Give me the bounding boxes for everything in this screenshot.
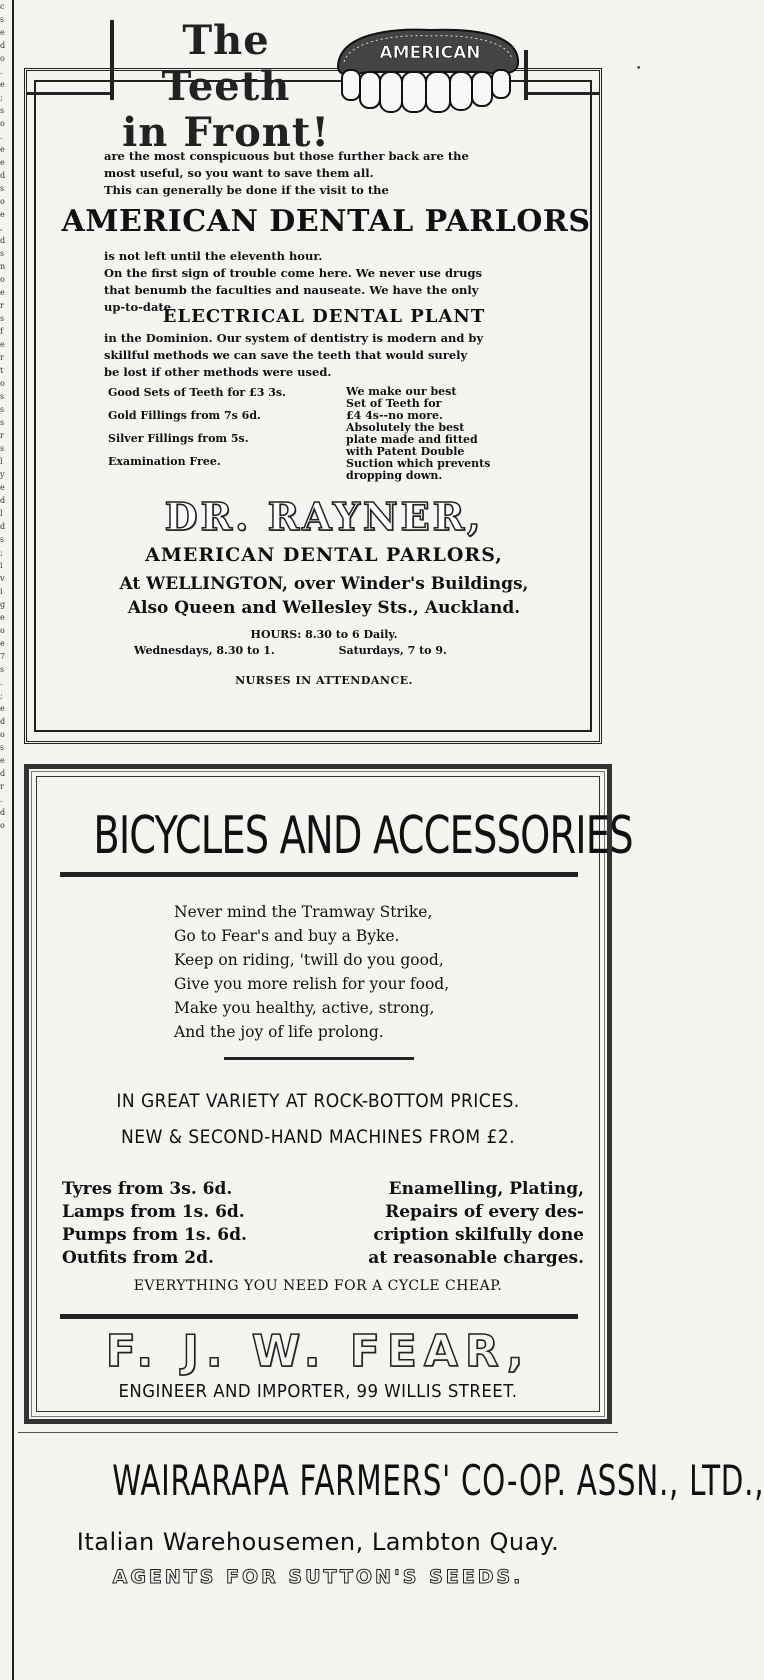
- price-item: Outfits from 2d.: [62, 1248, 214, 1268]
- service-line: at reasonable charges.: [368, 1248, 584, 1268]
- service-item: Gold Fillings from 7s 6d.: [108, 409, 261, 422]
- poem-line: And the joy of life prolong.: [174, 1023, 384, 1041]
- section-divider: [18, 1432, 618, 1433]
- para3-line: skillful methods we can save the teeth that would surely: [104, 348, 468, 362]
- poem-line: Go to Fear's and buy a Byke.: [174, 927, 400, 945]
- para2-line: that benumb the faculties and nauseate. We have the only: [104, 283, 479, 297]
- denture-label: AMERICAN: [379, 43, 481, 63]
- price-item: Pumps from 1s. 6d.: [62, 1225, 247, 1245]
- dental-headline: [116, 18, 336, 156]
- bicycle-advertisement: [24, 764, 633, 1424]
- headline-bracket-left: [110, 20, 114, 100]
- parlors-heading: AMERICAN DENTAL PARLORS: [61, 204, 591, 239]
- address-wellington: At WELLINGTON, over Winder's Buildings,: [119, 574, 529, 594]
- poem-line: Make you healthy, active, strong,: [174, 999, 435, 1017]
- parlors-subheading: AMERICAN DENTAL PARLORS,: [145, 544, 503, 566]
- headline-line-1: The Teeth: [161, 17, 291, 110]
- dental-advertisement: [24, 8, 606, 746]
- service-right-line: Suction which prevents: [346, 457, 491, 470]
- para3-line: in the Dominion. Our system of dentistry is modern and by: [104, 331, 484, 345]
- service-right-line: dropping down.: [346, 469, 443, 482]
- service-right-line: Absolutely the best: [346, 421, 465, 434]
- poem-line: Give you more relish for your food,: [174, 975, 450, 993]
- margin-dot: •: [636, 64, 642, 74]
- bicycle-title: BICYCLES AND ACCESSORIES: [93, 806, 633, 866]
- doctor-name: DR. RAYNER,: [164, 494, 484, 539]
- bicycle-rule-bottom: [60, 1314, 578, 1319]
- machines-line: NEW & SECOND-HAND MACHINES FROM £2.: [120, 1126, 516, 1148]
- hours-special-days: [134, 644, 574, 657]
- cooperative-name: WAIRARAPA FARMERS' CO-OP. ASSN., LTD.,: [112, 1456, 764, 1505]
- services-left: [108, 386, 328, 478]
- service-right-line: with Patent Double: [346, 445, 465, 458]
- service-line: Enamelling, Plating,: [388, 1179, 584, 1199]
- services-right: [346, 386, 556, 482]
- dental-bar-right: [524, 92, 600, 95]
- denture-icon: [330, 26, 526, 114]
- intro-line: are the most conspicuous but those further back are the: [104, 149, 469, 163]
- nurses-note: NURSES IN ATTENDANCE.: [235, 674, 413, 687]
- headline-line-2: in Front!: [122, 109, 330, 156]
- service-right-line: Set of Teeth for: [346, 397, 442, 410]
- merchant-name: F. J. W. FEAR,: [105, 1326, 531, 1377]
- bicycle-rule-top: [60, 872, 578, 877]
- everything-line: EVERYTHING YOU NEED FOR A CYCLE CHEAP.: [133, 1278, 503, 1294]
- price-item: Lamps from 1s. 6d.: [62, 1202, 245, 1222]
- bicycle-rule-middle: [224, 1057, 414, 1060]
- accessory-prices: [62, 1178, 302, 1270]
- service-right-line: We make our best: [346, 385, 457, 398]
- hours-saturdays: Saturdays, 7 to 9.: [338, 644, 447, 657]
- hours-wednesdays: Wednesdays, 8.30 to 1.: [134, 644, 275, 657]
- service-item: Examination Free.: [108, 455, 221, 468]
- bicycle-poem: [174, 900, 514, 1044]
- dental-bar-left: [26, 92, 110, 95]
- service-item: Silver Fillings from 5s.: [108, 432, 249, 445]
- price-item: Tyres from 3s. 6d.: [62, 1179, 233, 1199]
- dental-paragraph-3: [104, 330, 574, 381]
- service-item: Good Sets of Teeth for £3 3s.: [108, 386, 286, 399]
- warehouse-line: Italian Warehousemen, Lambton Quay.: [76, 1528, 560, 1556]
- para2-line: On the first sign of trouble come here. We never use drugs: [104, 266, 482, 280]
- intro-line: This can generally be done if the visit to the: [104, 183, 389, 197]
- adjacent-column-fragment: c s e d o . e ; s o . e e d s o e , d s n o e r s f e r t o s s s r s l y e d l d s ; i v i g e o e 7 s . ; e d o s e d r . d o: [0, 2, 6, 830]
- denture-illustration: [330, 26, 526, 114]
- repair-services: [322, 1178, 584, 1270]
- para2-line: is not left until the eleventh hour.: [104, 249, 323, 263]
- poem-line: Keep on riding, 'twill do you good,: [174, 951, 444, 969]
- para3-line: be lost if other methods were used.: [104, 365, 332, 379]
- service-line: Repairs of every des-: [385, 1202, 584, 1222]
- service-right-line: £4 4s--no more.: [346, 409, 443, 422]
- hours-daily: HOURS: 8.30 to 6 Daily.: [250, 628, 398, 641]
- dental-plant-heading: ELECTRICAL DENTAL PLANT: [162, 306, 486, 327]
- address-auckland: Also Queen and Wellesley Sts., Auckland.: [127, 598, 521, 618]
- para2-line: up-to-date: [104, 300, 172, 314]
- intro-line: most useful, so you want to save them all.: [104, 166, 374, 180]
- service-line: cription skilfully done: [373, 1225, 584, 1245]
- dental-intro: [104, 148, 574, 199]
- service-right-line: plate made and fitted: [346, 433, 478, 446]
- variety-line: IN GREAT VARIETY AT ROCK-BOTTOM PRICES.: [116, 1090, 520, 1112]
- column-rule: [12, 0, 14, 1680]
- merchant-address: ENGINEER AND IMPORTER, 99 WILLIS STREET.: [118, 1381, 518, 1402]
- poem-line: Never mind the Tramway Strike,: [174, 903, 433, 921]
- agents-line: AGENTS FOR SUTTON'S SEEDS.: [112, 1566, 524, 1588]
